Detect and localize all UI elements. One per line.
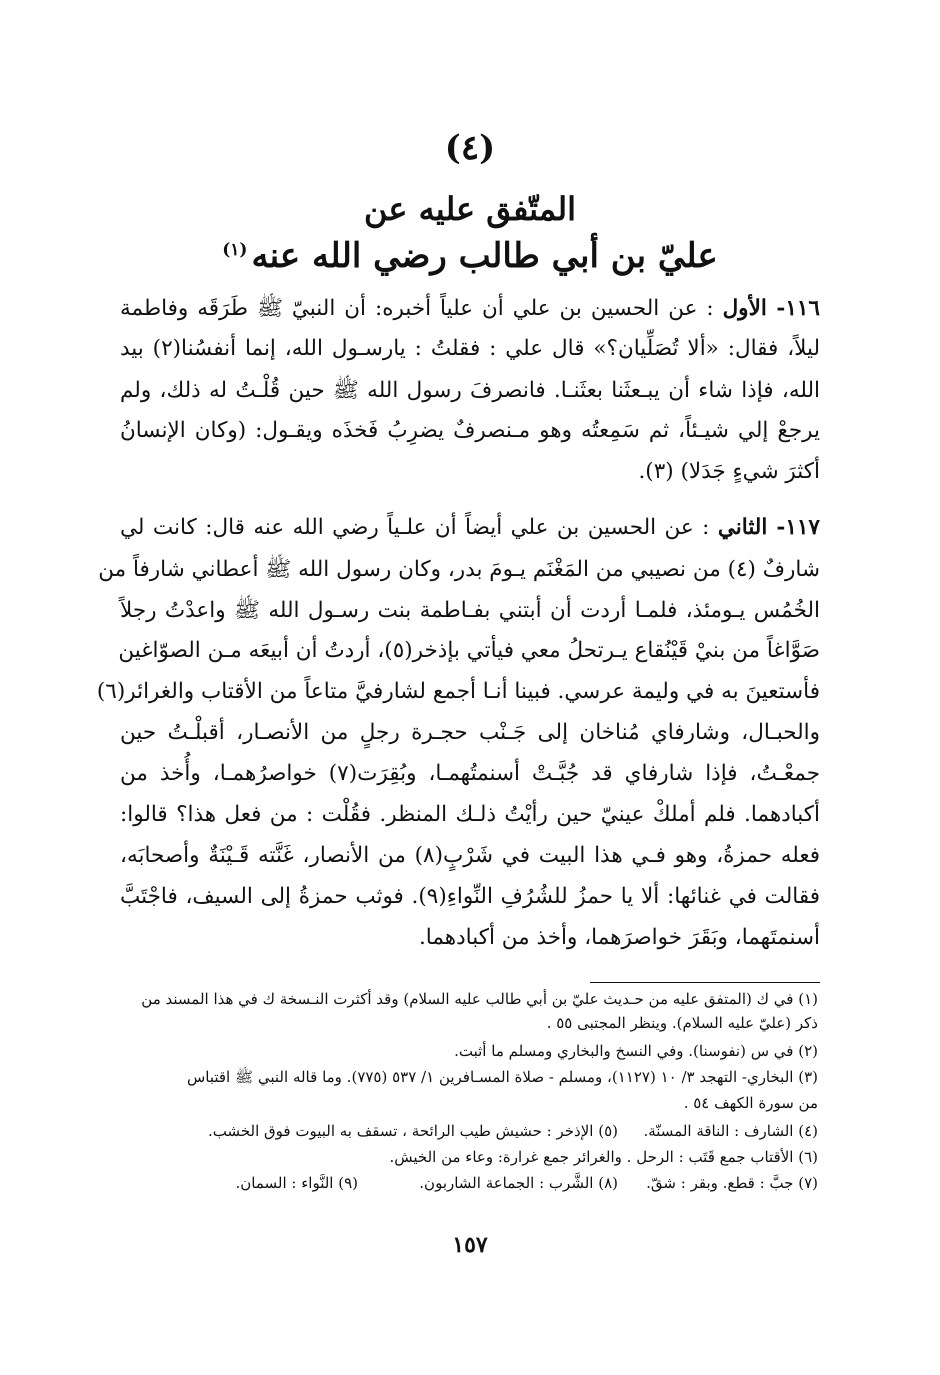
- hadith-117-label: ١١٧- الثاني: [717, 515, 820, 540]
- hadith-116-line: أكثرَ شيءٍ جَدَلا) (٣).: [638, 459, 820, 484]
- hadith-116-line: الله، فإذا شاء أن يبـعثَنا بعثَنـا. فانصرفَ رسول الله ﷺ حين قُلْـتُ له ذلك، ولم: [120, 378, 820, 403]
- footnote-3: (٣) البخاري- التهجد ٣/ ١٠ (١١٢٧)، ومسلم - صلاة المسـافرين ١/ ٥٣٧ (٧٧٥). وما قاله النبي ﷺ اقتباس: [186, 1068, 818, 1086]
- hadith-117-line: أسنمتَهما، وبَقَرَ خواصرَهما، وأخذ من أكبادهما.: [418, 925, 820, 950]
- page-number: ١٥٧: [452, 1232, 488, 1258]
- footnote-2: (٢) في س (نفوسنا). وفي النسخ والبخاري ومسلم ما أثبت.: [454, 1042, 818, 1060]
- hadith-117-line: والحبـال، وشارفاي مُناخان إلى جَـنْب حجـرة رجلٍ من الأنصـار، أقبلْـتُ حين: [120, 720, 820, 745]
- footnote-9: (٩) النَّواء : السمان.: [235, 1174, 358, 1192]
- footnote-3-cont: من سورة الكهف ٥٤ .: [683, 1094, 818, 1112]
- hadith-116-line: يرجعْ إلي شيـئاً، ثم سَمِعتُه وهو مـنصرفٌ يضرِبُ فَخذَه ويقـول: (وكان الإنسانُ: [120, 418, 820, 443]
- hadith-117-line: الخُمُس يـومئذ، فلمـا أردت أن أبتني بفـاطمة بنت رسـول الله ﷺ واعدْتُ رجلاً: [120, 598, 820, 623]
- hadith-117-line: ١١٧- الثاني : عن الحسين بن علي أيضاً أن علـياً رضي الله عنه قال: كانت لي: [120, 515, 820, 540]
- chapter-number: (٤): [444, 128, 496, 168]
- hadith-117-line: فعله حمزةُ، وهو فـي هذا البيت في شَرْبٍ(٨) من الأنصار، غَنَّته قَـيْنَةٌ وأصحابَه،: [120, 843, 821, 868]
- chapter-subtitle-text: عليّ بن أبي طالب رضي الله عنه: [251, 236, 718, 276]
- hadith-116-line: ليلاً، فقال: «ألا تُصَلِّيان؟» قال علي : فقلتُ : يارسـول الله، إنما أنفسُنا(٢) بيد: [120, 336, 821, 361]
- hadith-117-line: جمعْـتُ، فإذا شارفاي قد جُبَّـتْ أسنمتُهمـا، وبُقِرَت(٧) خواصرُهمـا، وأُخذ من: [120, 761, 820, 786]
- hadith-116-line: ١١٦- الأول : عن الحسين بن علي أن علياً أخبره: أن النبيّ ﷺ طَرَقَه وفاطمة: [120, 296, 820, 321]
- footnote-row-7-9: [120, 1174, 818, 1194]
- chapter-title: المتّفق عليه عن: [364, 190, 576, 228]
- hadith-117-line: فأستعينَ به في وليمة عرسي. فبينا أنـا أجمع لشارفيَّ متاعاً من الأقتاب والغرائر(٦): [96, 679, 820, 704]
- footnote-separator: [590, 982, 820, 983]
- hadith-117-line: صَوَّاغاً من بنيْ قَيْنُقاع يـرتحلُ معي فيأتي بإذخر(٥)، أردتُ أن أبيعَه مـن الصوّاغين: [118, 638, 820, 663]
- hadith-117-line: شارفٌ (٤) من نصيبي من المَغْنَم يـومَ بدر، وكان رسول الله ﷺ أعطاني شارفاً من: [98, 557, 820, 582]
- footnote-1-cont: ذكر (عليّ عليه السلام). وينظر المجتبى ٥٥ .: [546, 1014, 818, 1032]
- chapter-subtitle: [0, 236, 940, 276]
- hadith-117-line: فقالت في غنائها: ألا يا حمزُ للشُرُفِ النِّواءِ(٩). فوثب حمزةُ إلى السيف، فاجْتَبَّ: [120, 884, 820, 909]
- footnote-5: (٥) الإذخر : حشيش طيب الرائحة ، تسقف به البيوت فوق الخشب.: [207, 1122, 618, 1140]
- footnote-row-4-5: [120, 1122, 818, 1142]
- chapter-footnote-ref: (١): [222, 239, 248, 260]
- footnote-4: (٤) الشارف : الناقة المسنّة.: [643, 1122, 818, 1140]
- footnote-7: (٧) جبَّ : قطع. وبقر : شقّ.: [646, 1174, 818, 1192]
- footnote-6: (٦) الأقتاب جمع قَتَب : الرحل . والغرائر جمع غرارة: وعاء من الخيش.: [389, 1148, 818, 1166]
- hadith-117-line: أكبادهما. فلم أملكْ عينيّ حين رأيْتُ ذلـك المنظر. فقُلْت : من فعل هذا؟ قالوا:: [120, 802, 820, 827]
- hadith-116-label: ١١٦- الأول: [722, 296, 820, 321]
- footnote-1: (١) في ك (المتفق عليه من حـديث عليّ بن أبي طالب عليه السلام) وقد أكثرت النـسخة ك في هذا المسند من: [141, 990, 818, 1008]
- footnote-8: (٨) الشَّرب : الجماعة الشاربون.: [419, 1174, 618, 1192]
